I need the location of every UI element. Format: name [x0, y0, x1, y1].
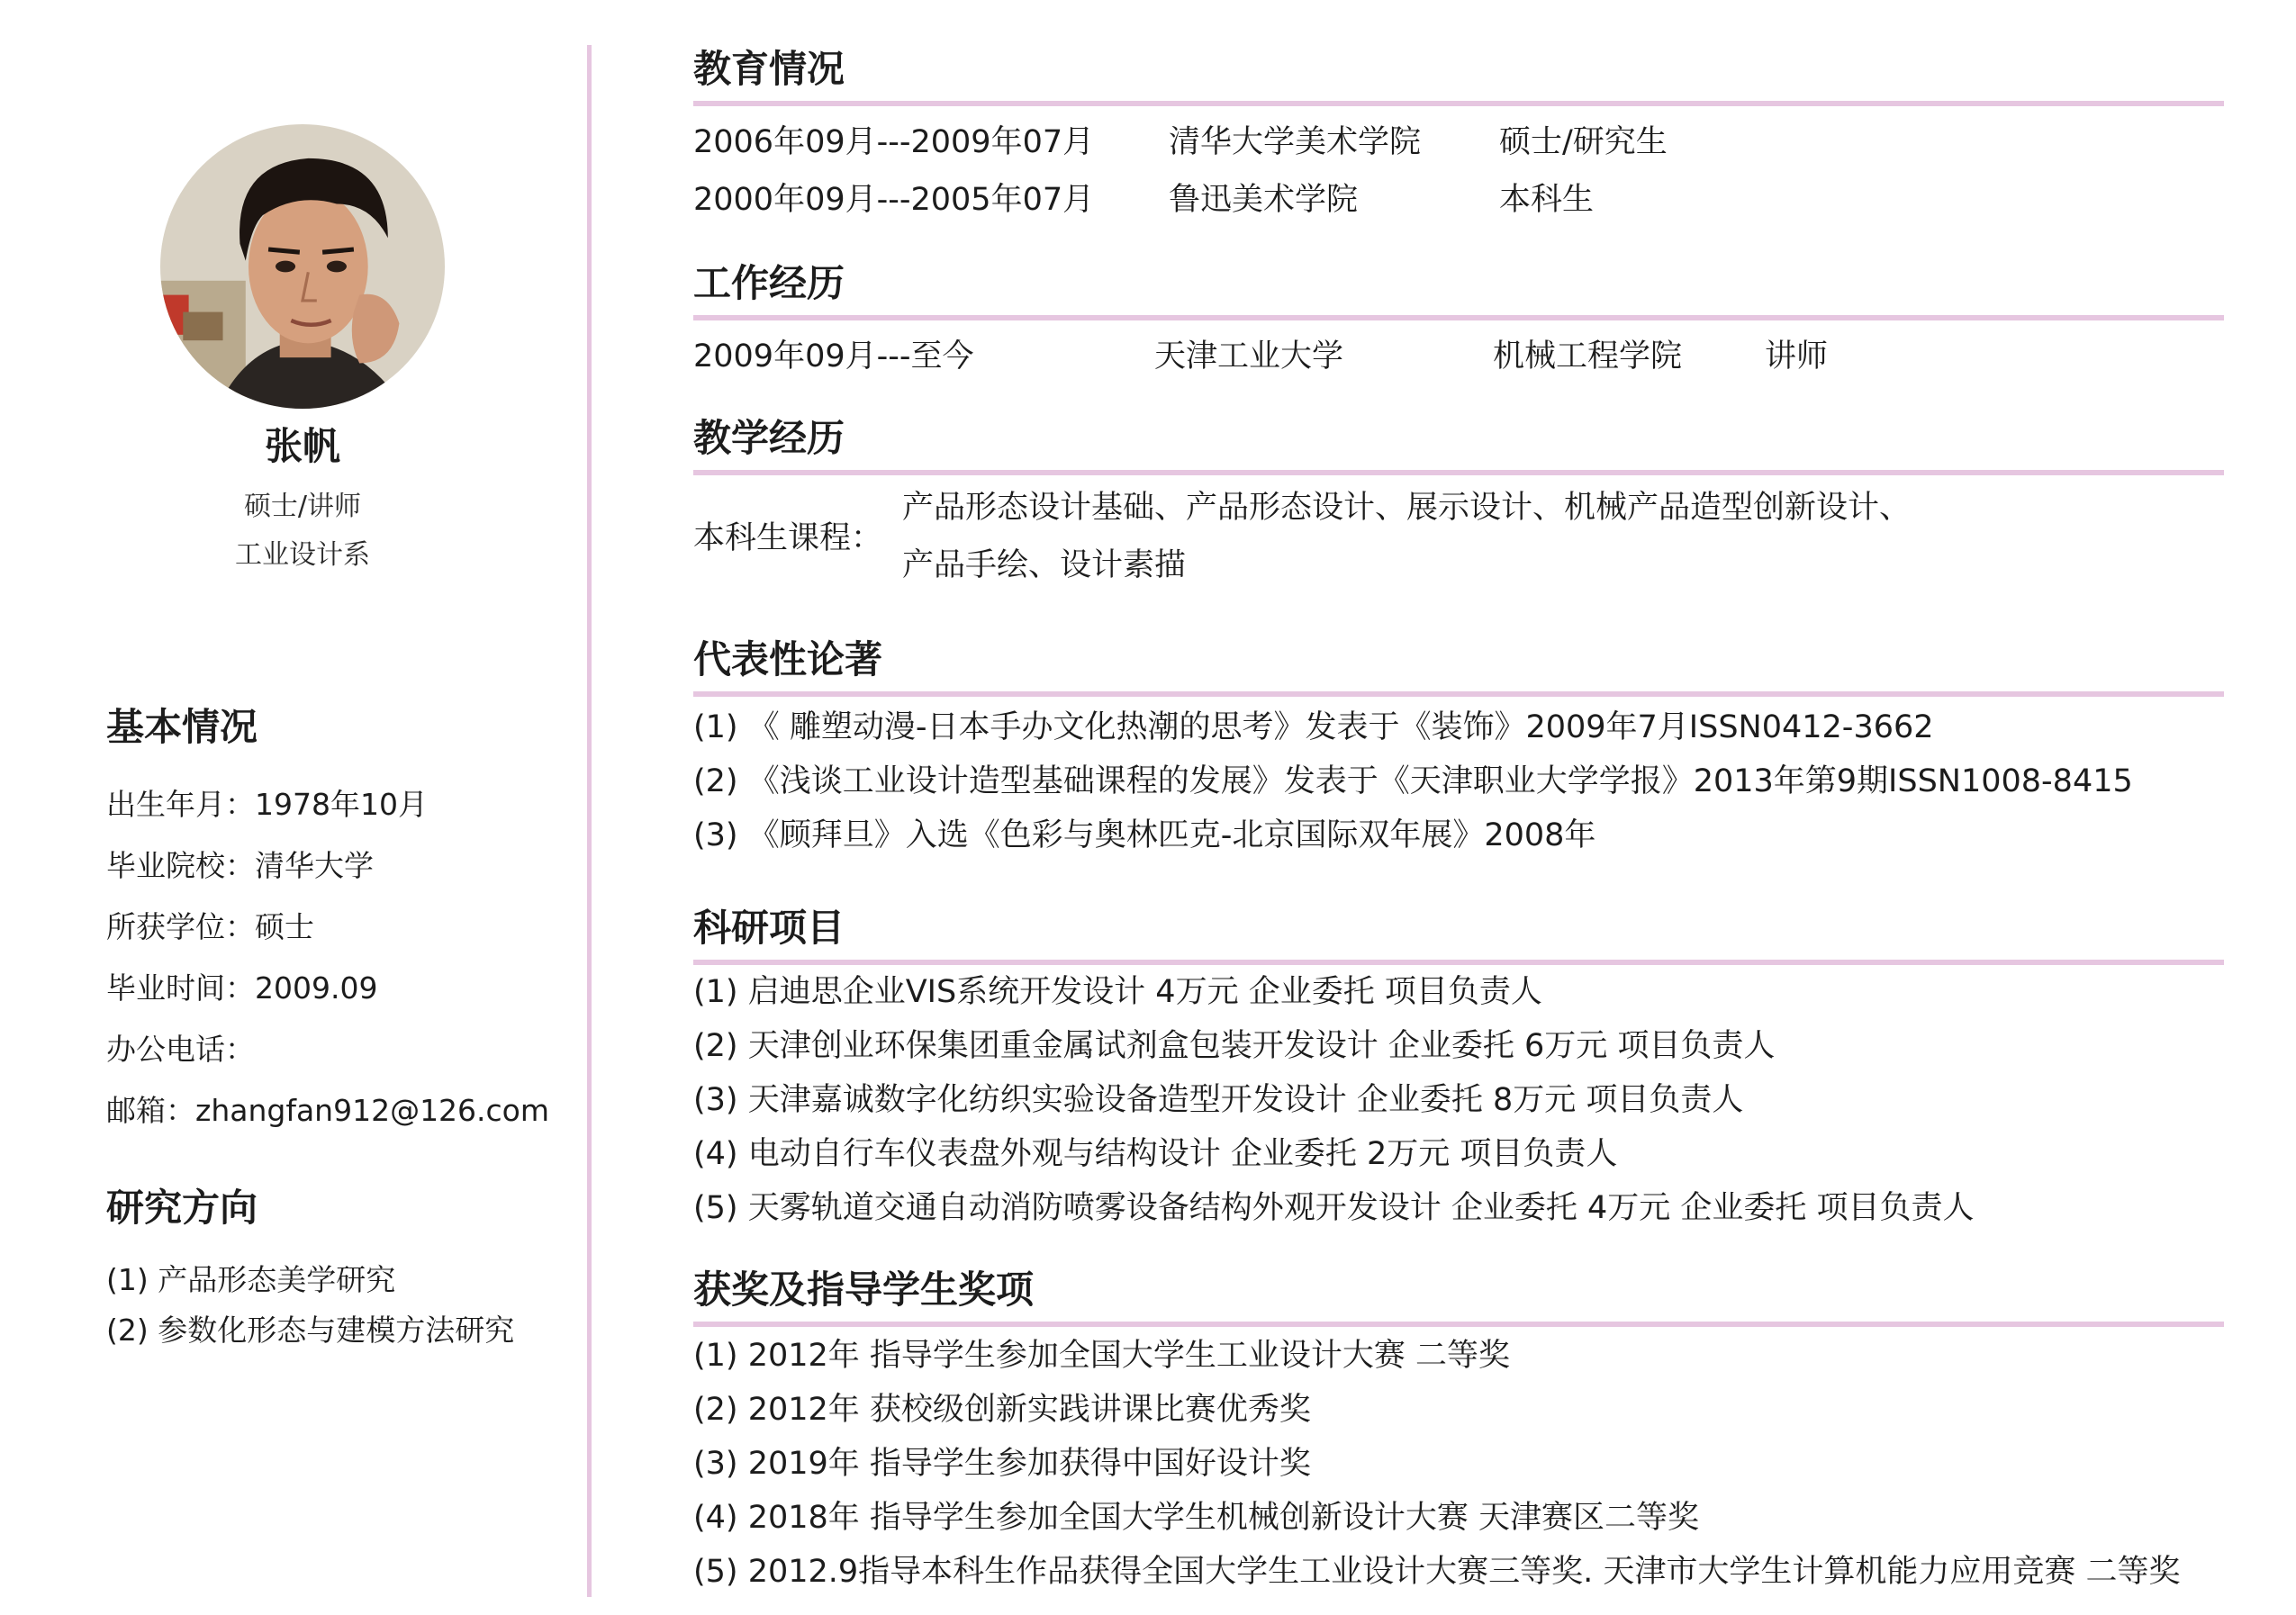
list-item: (3) 《顾拜旦》入选《色彩与奥林匹克-北京国际双年展》2008年 [693, 817, 1596, 853]
education-period: 2000年09月---2005年07月 [693, 182, 1095, 218]
education-school: 鲁迅美术学院 [1169, 182, 1359, 218]
list-item: (3) 天津嘉诚数字化纺织实验设备造型开发设计 企业委托 8万元 项目负责人 [693, 1082, 1744, 1118]
person-name: 张帆 [264, 424, 340, 468]
section-title: 代表性论著 [693, 637, 883, 681]
work-role: 讲师 [1765, 338, 1829, 374]
list-item: (5) 天雾轨道交通自动消防喷雾设备结构外观开发设计 企业委托 4万元 企业委托 项目负责人 [693, 1190, 1975, 1226]
list-item: (1) 《 雕塑动漫-日本手办文化热潮的思考》发表于《装饰》2009年7月ISSN0412-3662 [693, 709, 1934, 745]
education-degree: 本科生 [1499, 182, 1595, 218]
education-section [693, 41, 2224, 229]
list-item: (2) 参数化形态与建模方法研究 [106, 1313, 515, 1348]
basic-info-list [106, 774, 549, 1141]
research-direction-list [106, 1255, 514, 1356]
person-title: 硕士/讲师 [243, 491, 362, 522]
papers-section [693, 632, 2224, 862]
list-item: (4) 电动自行车仪表盘外观与结构设计 企业委托 2万元 项目负责人 [693, 1136, 1618, 1172]
degree: 所获学位：硕士 [106, 909, 314, 944]
education-period: 2006年09月---2009年07月 [693, 124, 1095, 160]
course-list-line: 产品形态设计基础、产品形态设计、展示设计、机械产品造型创新设计、 [902, 490, 1912, 526]
work-period: 2009年09月---至今 [693, 338, 974, 374]
email: 邮箱：zhangfan912@126.com [106, 1093, 550, 1128]
graduate-school: 毕业院校：清华大学 [106, 848, 374, 883]
section-title: 工作经历 [693, 261, 845, 305]
list-item: (1) 2012年 指导学生参加全国大学生工业设计大赛 二等奖 [693, 1338, 1511, 1374]
work-section [693, 256, 2224, 385]
section-title: 教学经历 [693, 416, 845, 460]
projects-section [693, 900, 2224, 1235]
education-degree: 硕士/研究生 [1499, 124, 1668, 160]
office-phone: 办公电话： [106, 1032, 255, 1067]
section-title: 教育情况 [693, 47, 845, 91]
list-item: (1) 产品形态美学研究 [106, 1262, 396, 1297]
list-item: (1) 启迪思企业VIS系统开发设计 4万元 企业委托 项目负责人 [693, 974, 1542, 1010]
awards-section [693, 1262, 2224, 1599]
teaching-section [693, 411, 2224, 598]
list-item: (2) 2012年 获校级创新实践讲课比赛优秀奖 [693, 1392, 1311, 1428]
list-item: (4) 2018年 指导学生参加全国大学生机械创新设计大赛 天津赛区二等奖 [693, 1500, 1700, 1536]
basic-info-heading: 基本情况 [106, 705, 258, 749]
section-title: 科研项目 [693, 906, 845, 950]
birth-date: 出生年月：1978年10月 [106, 787, 428, 822]
person-department: 工业设计系 [235, 539, 370, 571]
education-school: 清华大学美术学院 [1169, 124, 1422, 160]
course-label: 本科生课程： [693, 520, 883, 556]
course-list-line: 产品手绘、设计素描 [902, 547, 1187, 583]
avatar [160, 124, 445, 409]
section-title: 获奖及指导学生奖项 [693, 1268, 1035, 1312]
course-block [693, 475, 2224, 598]
list-item: (5) 2012.9指导本科生作品获得全国大学生工业设计大赛三等奖. 天津市大学生计算机能力应用竞赛 二等奖 [693, 1554, 2181, 1590]
research-direction-heading: 研究方向 [106, 1186, 258, 1230]
work-row [693, 328, 2224, 385]
column-divider [587, 45, 592, 1597]
list-item: (2) 《浅谈工业设计造型基础课程的发展》发表于《天津职业大学学报》2013年第9期ISSN1008-8415 [693, 763, 2133, 799]
graduation-date: 毕业时间：2009.09 [106, 970, 378, 1006]
work-dept: 机械工程学院 [1493, 338, 1683, 374]
work-org: 天津工业大学 [1154, 338, 1344, 374]
list-item: (3) 2019年 指导学生参加获得中国好设计奖 [693, 1446, 1311, 1482]
education-row [693, 171, 2224, 229]
list-item: (2) 天津创业环保集团重金属试剂盒包装开发设计 企业委托 6万元 项目负责人 [693, 1028, 1776, 1064]
education-row [693, 113, 2224, 171]
